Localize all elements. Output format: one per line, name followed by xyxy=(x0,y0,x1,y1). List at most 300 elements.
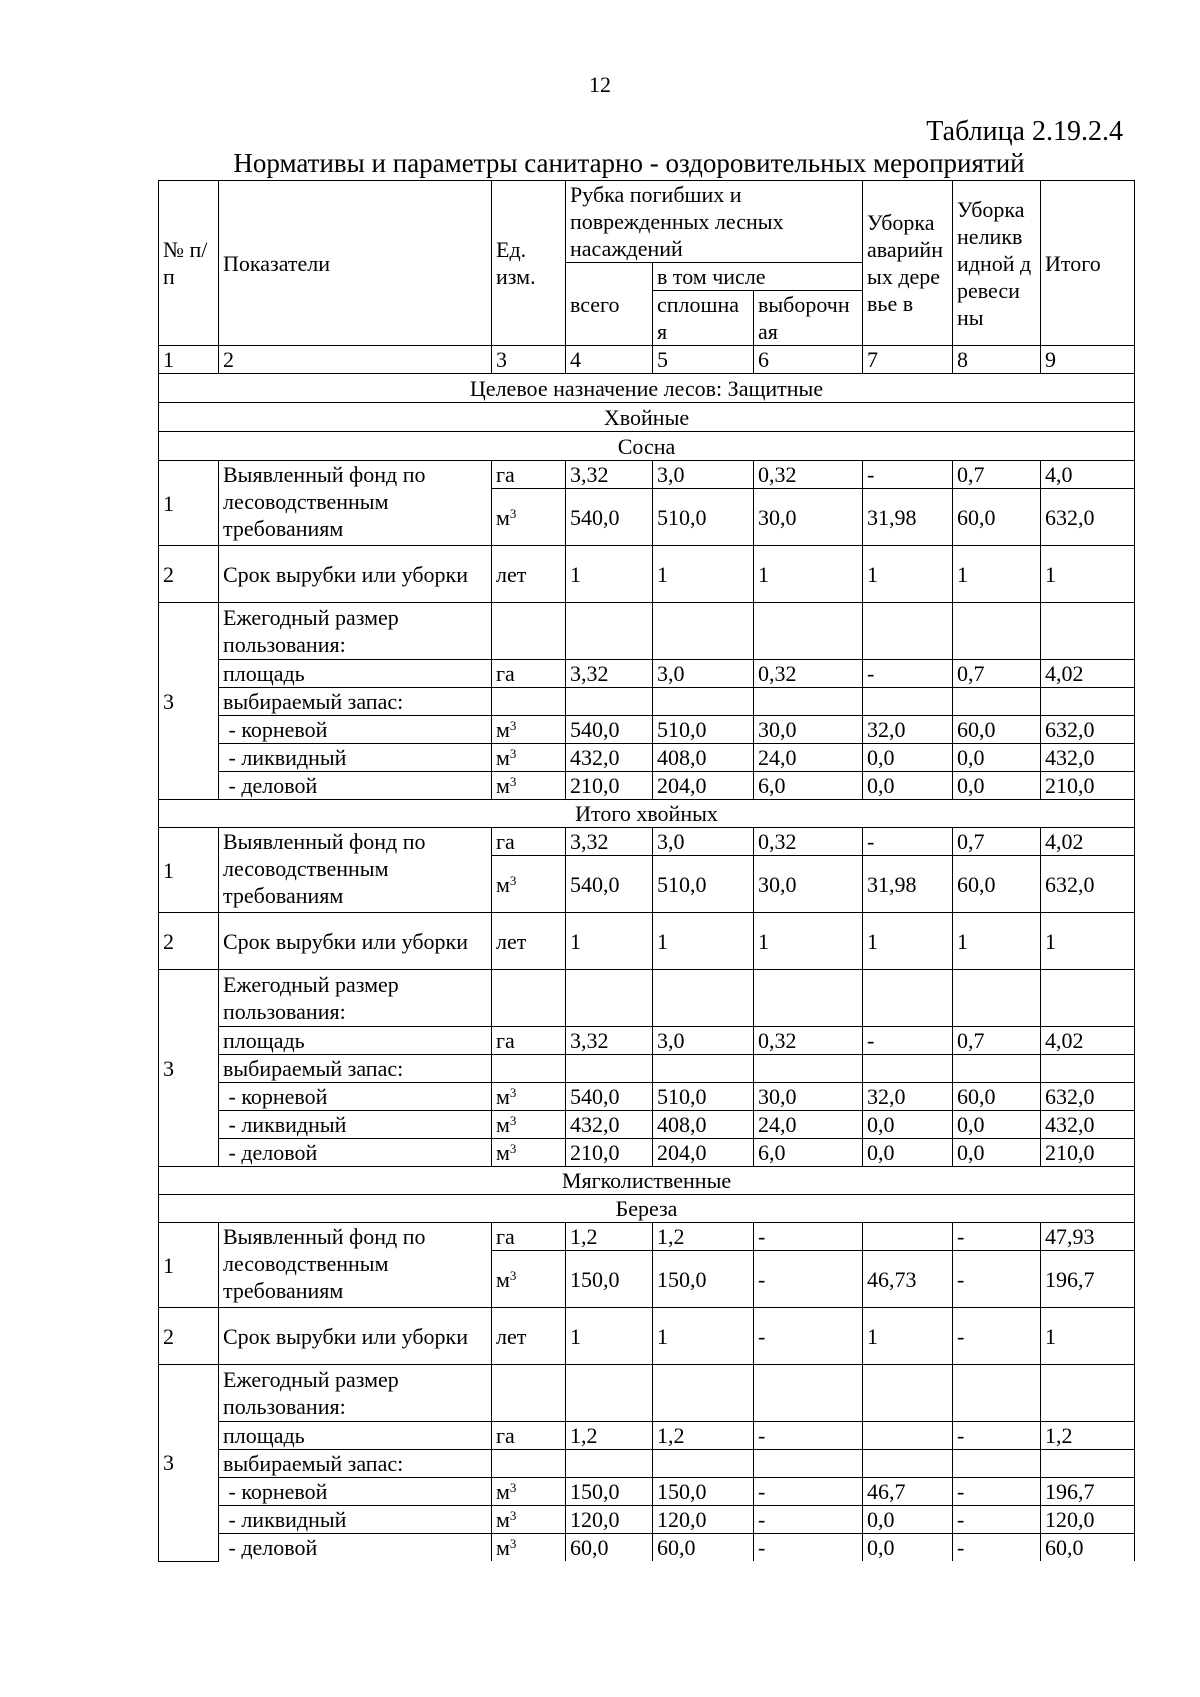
value-cell: 1 xyxy=(953,913,1041,970)
stock-row xyxy=(159,688,1135,716)
business-row xyxy=(159,1534,1135,1562)
term-row xyxy=(159,1308,1135,1365)
section-purpose-label: Целевое назначение лесов: Защитные xyxy=(159,374,1135,403)
value-cell: 31,98 xyxy=(863,856,953,913)
section-pine-label: Сосна xyxy=(159,432,1135,461)
unit-cell: га xyxy=(492,1422,566,1450)
indicator-stock: выбираемый запас: xyxy=(219,688,492,716)
header-total: Итого xyxy=(1041,181,1135,346)
value-cell: 1 xyxy=(754,546,863,603)
unit-m: м xyxy=(496,1266,510,1292)
value-cell: 32,0 xyxy=(863,716,953,744)
column-number: 3 xyxy=(492,346,566,374)
value-cell: 32,0 xyxy=(863,1083,953,1111)
value-cell: 632,0 xyxy=(1041,489,1135,546)
area-row xyxy=(159,1027,1135,1055)
value-cell: 196,7 xyxy=(1041,1478,1135,1506)
value-cell: 432,0 xyxy=(566,744,653,772)
indicator-found: Выявленный фонд по лесоводственным требованиям xyxy=(219,828,492,913)
empty-cell xyxy=(492,1365,566,1422)
column-number: 9 xyxy=(1041,346,1135,374)
empty-cell xyxy=(1041,970,1135,1027)
header-felling: Рубка погибших и поврежденных лесных насаждений xyxy=(566,181,863,263)
value-cell: 31,98 xyxy=(863,489,953,546)
value-cell: 0,0 xyxy=(863,744,953,772)
header-total-felling: всего xyxy=(566,263,653,346)
empty-cell xyxy=(492,970,566,1027)
area-row xyxy=(159,660,1135,688)
empty-cell xyxy=(953,970,1041,1027)
section-total-conifers-label: Итого хвойных xyxy=(159,800,1135,828)
indicator-annual: Ежегодный размер пользования: xyxy=(219,1365,492,1422)
empty-cell xyxy=(492,1450,566,1478)
value-cell: 0,0 xyxy=(863,1111,953,1139)
term-row xyxy=(159,546,1135,603)
unit-m: м xyxy=(496,1084,510,1109)
value-cell: 1 xyxy=(566,913,653,970)
value-cell: 6,0 xyxy=(754,772,863,800)
value-cell: 0,7 xyxy=(953,461,1041,489)
row-number: 3 xyxy=(159,1365,219,1562)
unit-m: м xyxy=(496,504,510,530)
header-indicator: Показатели xyxy=(219,181,492,346)
value-cell: 3,32 xyxy=(566,1027,653,1055)
row-number: 2 xyxy=(159,546,219,603)
empty-cell xyxy=(863,688,953,716)
unit-exponent: 3 xyxy=(509,1085,517,1100)
value-cell: - xyxy=(953,1251,1041,1308)
value-cell: 4,02 xyxy=(1041,660,1135,688)
indicator-found: Выявленный фонд по лесоводственным требованиям xyxy=(219,1223,492,1308)
value-cell: 30,0 xyxy=(754,1083,863,1111)
business-row xyxy=(159,1139,1135,1167)
empty-cell xyxy=(492,1055,566,1083)
value-cell: - xyxy=(953,1422,1041,1450)
header-including: в том числе xyxy=(653,263,863,291)
root-row xyxy=(159,1478,1135,1506)
unit-m: м xyxy=(496,1535,510,1560)
area-row xyxy=(159,1422,1135,1450)
value-cell: - xyxy=(863,1027,953,1055)
header-row-1 xyxy=(159,181,1135,263)
section-softwood xyxy=(159,1167,1135,1195)
empty-cell xyxy=(754,1055,863,1083)
row-number: 1 xyxy=(159,461,219,546)
value-cell: 210,0 xyxy=(566,772,653,800)
liquid-row xyxy=(159,1506,1135,1534)
value-cell: 0,0 xyxy=(953,1139,1041,1167)
empty-cell xyxy=(566,603,653,660)
indicator-liquid: - ликвидный xyxy=(219,744,492,772)
unit-cell xyxy=(492,489,566,546)
empty-cell xyxy=(1041,603,1135,660)
row-number: 3 xyxy=(159,970,219,1167)
value-cell: - xyxy=(754,1223,863,1251)
indicator-term: Срок вырубки или уборки xyxy=(219,546,492,603)
empty-cell xyxy=(953,1450,1041,1478)
value-cell: 0,32 xyxy=(754,1027,863,1055)
empty-cell xyxy=(953,1365,1041,1422)
value-cell: - xyxy=(754,1422,863,1450)
value-cell: 3,32 xyxy=(566,461,653,489)
value-cell: 408,0 xyxy=(653,744,754,772)
value-cell: 540,0 xyxy=(566,716,653,744)
value-cell xyxy=(863,1223,953,1251)
value-cell: 0,32 xyxy=(754,828,863,856)
value-cell: 0,32 xyxy=(754,461,863,489)
column-numbers-row xyxy=(159,346,1135,374)
section-birch-label: Береза xyxy=(159,1195,1135,1223)
empty-cell xyxy=(653,970,754,1027)
section-total-conifers xyxy=(159,800,1135,828)
unit-exponent: 3 xyxy=(509,774,517,789)
value-cell: 540,0 xyxy=(566,1083,653,1111)
value-cell: 3,0 xyxy=(653,1027,754,1055)
value-cell: 1,2 xyxy=(566,1223,653,1251)
indicator-business: - деловой xyxy=(219,772,492,800)
empty-cell xyxy=(953,1055,1041,1083)
indicator-root: - корневой xyxy=(219,716,492,744)
value-cell: 4,0 xyxy=(1041,461,1135,489)
unit-cell: га xyxy=(492,828,566,856)
row-number: 2 xyxy=(159,1308,219,1365)
value-cell: 510,0 xyxy=(653,489,754,546)
value-cell: 204,0 xyxy=(653,1139,754,1167)
indicator-found: Выявленный фонд по лесоводственным требованиям xyxy=(219,461,492,546)
column-number: 5 xyxy=(653,346,754,374)
header-selective: выборочн ая xyxy=(754,291,863,346)
indicator-area: площадь xyxy=(219,660,492,688)
unit-m: м xyxy=(496,1112,510,1137)
column-number: 7 xyxy=(863,346,953,374)
column-number: 4 xyxy=(566,346,653,374)
indicator-business: - деловой xyxy=(219,1534,492,1562)
indicator-annual: Ежегодный размер пользования: xyxy=(219,603,492,660)
value-cell: 510,0 xyxy=(653,716,754,744)
unit-cell: лет xyxy=(492,546,566,603)
value-cell: 60,0 xyxy=(653,1534,754,1562)
value-cell: 60,0 xyxy=(566,1534,653,1562)
value-cell: - xyxy=(754,1478,863,1506)
unit-cell xyxy=(492,1083,566,1111)
value-cell: 0,7 xyxy=(953,828,1041,856)
value-cell: 1,2 xyxy=(653,1223,754,1251)
value-cell: - xyxy=(754,1251,863,1308)
indicator-root: - корневой xyxy=(219,1478,492,1506)
empty-cell xyxy=(492,603,566,660)
empty-cell xyxy=(754,688,863,716)
header-num: № п/п xyxy=(159,181,219,346)
row-number: 1 xyxy=(159,1223,219,1308)
empty-cell xyxy=(653,1055,754,1083)
root-row xyxy=(159,1083,1135,1111)
value-cell: 1 xyxy=(566,546,653,603)
unit-exponent: 3 xyxy=(509,1267,517,1283)
indicator-term: Срок вырубки или уборки xyxy=(219,913,492,970)
empty-cell xyxy=(754,970,863,1027)
unit-m: м xyxy=(496,717,510,742)
value-cell: 210,0 xyxy=(566,1139,653,1167)
annual-row xyxy=(159,603,1135,660)
liquid-row xyxy=(159,744,1135,772)
value-cell: 1 xyxy=(1041,546,1135,603)
unit-exponent: 3 xyxy=(509,1141,517,1156)
unit-cell: га xyxy=(492,1027,566,1055)
term-row xyxy=(159,913,1135,970)
value-cell: 60,0 xyxy=(953,716,1041,744)
value-cell: 3,32 xyxy=(566,828,653,856)
row-number: 2 xyxy=(159,913,219,970)
empty-cell xyxy=(1041,688,1135,716)
indicator-annual: Ежегодный размер пользования: xyxy=(219,970,492,1027)
value-cell: 3,0 xyxy=(653,660,754,688)
unit-exponent: 3 xyxy=(509,746,517,761)
indicator-term: Срок вырубки или уборки xyxy=(219,1308,492,1365)
unit-cell xyxy=(492,744,566,772)
unit-exponent: 3 xyxy=(509,1113,517,1128)
found-row-ha xyxy=(159,461,1135,489)
unit-m: м xyxy=(496,773,510,798)
value-cell: 632,0 xyxy=(1041,856,1135,913)
value-cell: 632,0 xyxy=(1041,1083,1135,1111)
value-cell: 4,02 xyxy=(1041,1027,1135,1055)
column-number: 1 xyxy=(159,346,219,374)
value-cell: - xyxy=(754,1308,863,1365)
value-cell: 1 xyxy=(653,546,754,603)
unit-cell: га xyxy=(492,461,566,489)
unit-cell xyxy=(492,1139,566,1167)
value-cell: 1 xyxy=(1041,1308,1135,1365)
header-illiquid: Уборка неликв идной древеси ны xyxy=(953,181,1041,346)
indicator-area: площадь xyxy=(219,1027,492,1055)
page-number: 12 xyxy=(589,72,611,97)
unit-m: м xyxy=(496,1140,510,1165)
found-row-ha xyxy=(159,1223,1135,1251)
header-unit: Ед. изм. xyxy=(492,181,566,346)
value-cell: 60,0 xyxy=(953,856,1041,913)
header-clear: сплошна я xyxy=(653,291,754,346)
row-number: 1 xyxy=(159,828,219,913)
value-cell: 1 xyxy=(863,1308,953,1365)
value-cell: - xyxy=(953,1478,1041,1506)
annual-row xyxy=(159,1365,1135,1422)
indicator-area: площадь xyxy=(219,1422,492,1450)
value-cell: 510,0 xyxy=(653,1083,754,1111)
stock-row xyxy=(159,1055,1135,1083)
unit-cell xyxy=(492,1478,566,1506)
value-cell: 540,0 xyxy=(566,489,653,546)
empty-cell xyxy=(754,1450,863,1478)
value-cell: 408,0 xyxy=(653,1111,754,1139)
value-cell xyxy=(863,1422,953,1450)
value-cell: 150,0 xyxy=(653,1478,754,1506)
value-cell: 46,7 xyxy=(863,1478,953,1506)
value-cell: 120,0 xyxy=(566,1506,653,1534)
unit-cell: лет xyxy=(492,1308,566,1365)
value-cell: 1 xyxy=(653,1308,754,1365)
value-cell: 30,0 xyxy=(754,489,863,546)
unit-exponent: 3 xyxy=(509,1508,517,1523)
value-cell: - xyxy=(953,1506,1041,1534)
value-cell: 60,0 xyxy=(953,489,1041,546)
value-cell: 120,0 xyxy=(653,1506,754,1534)
unit-cell xyxy=(492,1111,566,1139)
unit-m: м xyxy=(496,1479,510,1504)
indicator-root: - корневой xyxy=(219,1083,492,1111)
indicator-liquid: - ликвидный xyxy=(219,1506,492,1534)
empty-cell xyxy=(653,603,754,660)
value-cell: 4,02 xyxy=(1041,828,1135,856)
empty-cell xyxy=(566,1450,653,1478)
indicator-stock: выбираемый запас: xyxy=(219,1450,492,1478)
indicator-business: - деловой xyxy=(219,1139,492,1167)
value-cell: 1 xyxy=(566,1308,653,1365)
empty-cell xyxy=(566,1055,653,1083)
value-cell: 120,0 xyxy=(1041,1506,1135,1534)
value-cell: 196,7 xyxy=(1041,1251,1135,1308)
column-number: 6 xyxy=(754,346,863,374)
value-cell: 210,0 xyxy=(1041,1139,1135,1167)
unit-m: м xyxy=(496,745,510,770)
unit-exponent: 3 xyxy=(509,1480,517,1495)
liquid-row xyxy=(159,1111,1135,1139)
value-cell: 210,0 xyxy=(1041,772,1135,800)
value-cell: 0,0 xyxy=(953,744,1041,772)
value-cell: 150,0 xyxy=(653,1251,754,1308)
value-cell: 0,7 xyxy=(953,660,1041,688)
unit-cell xyxy=(492,1506,566,1534)
value-cell: 1 xyxy=(1041,913,1135,970)
column-number: 8 xyxy=(953,346,1041,374)
section-softwood-label: Мягколиственные xyxy=(159,1167,1135,1195)
empty-cell xyxy=(863,970,953,1027)
value-cell: 1 xyxy=(953,546,1041,603)
value-cell: 632,0 xyxy=(1041,716,1135,744)
value-cell: 3,32 xyxy=(566,660,653,688)
value-cell: - xyxy=(754,1506,863,1534)
unit-exponent: 3 xyxy=(509,1536,517,1551)
value-cell: - xyxy=(863,660,953,688)
unit-cell xyxy=(492,1251,566,1308)
value-cell: 60,0 xyxy=(953,1083,1041,1111)
empty-cell xyxy=(754,603,863,660)
business-row xyxy=(159,772,1135,800)
unit-exponent: 3 xyxy=(509,718,517,733)
indicator-stock: выбираемый запас: xyxy=(219,1055,492,1083)
section-birch xyxy=(159,1195,1135,1223)
empty-cell xyxy=(863,1365,953,1422)
section-conifers-label: Хвойные xyxy=(159,403,1135,432)
value-cell: - xyxy=(953,1223,1041,1251)
header-emergency: Уборка аварийн ых деревье в xyxy=(863,181,953,346)
value-cell: 60,0 xyxy=(1041,1534,1135,1562)
value-cell: 0,0 xyxy=(953,772,1041,800)
value-cell: - xyxy=(754,1534,863,1562)
indicator-liquid: - ликвидный xyxy=(219,1111,492,1139)
empty-cell xyxy=(566,970,653,1027)
value-cell: 510,0 xyxy=(653,856,754,913)
value-cell: 150,0 xyxy=(566,1251,653,1308)
value-cell: - xyxy=(863,461,953,489)
value-cell: 0,0 xyxy=(953,1111,1041,1139)
column-number: 2 xyxy=(219,346,492,374)
stock-row xyxy=(159,1450,1135,1478)
value-cell: 1,2 xyxy=(653,1422,754,1450)
value-cell: 1,2 xyxy=(566,1422,653,1450)
value-cell: 1 xyxy=(653,913,754,970)
value-cell: - xyxy=(953,1534,1041,1562)
value-cell: 204,0 xyxy=(653,772,754,800)
unit-cell: га xyxy=(492,660,566,688)
section-pine xyxy=(159,432,1135,461)
section-conifers xyxy=(159,403,1135,432)
value-cell: 432,0 xyxy=(1041,1111,1135,1139)
unit-cell xyxy=(492,716,566,744)
empty-cell xyxy=(566,688,653,716)
unit-cell xyxy=(492,856,566,913)
value-cell: 46,73 xyxy=(863,1251,953,1308)
value-cell: 30,0 xyxy=(754,716,863,744)
value-cell: 24,0 xyxy=(754,1111,863,1139)
unit-cell xyxy=(492,1534,566,1562)
annual-row xyxy=(159,970,1135,1027)
value-cell: 1 xyxy=(863,546,953,603)
empty-cell xyxy=(1041,1450,1135,1478)
empty-cell xyxy=(754,1365,863,1422)
value-cell: 3,0 xyxy=(653,828,754,856)
found-row-ha xyxy=(159,828,1135,856)
empty-cell xyxy=(1041,1055,1135,1083)
unit-exponent: 3 xyxy=(509,872,517,888)
value-cell: 1,2 xyxy=(1041,1422,1135,1450)
value-cell: - xyxy=(863,828,953,856)
unit-cell: га xyxy=(492,1223,566,1251)
value-cell: 150,0 xyxy=(566,1478,653,1506)
empty-cell xyxy=(653,1365,754,1422)
row-number: 3 xyxy=(159,603,219,800)
value-cell: 0,0 xyxy=(863,1506,953,1534)
empty-cell xyxy=(1041,1365,1135,1422)
empty-cell xyxy=(653,1450,754,1478)
section-purpose xyxy=(159,374,1135,403)
empty-cell xyxy=(863,1450,953,1478)
value-cell: 432,0 xyxy=(566,1111,653,1139)
value-cell: 0,32 xyxy=(754,660,863,688)
table-number: Таблица 2.19.2.4 xyxy=(926,116,1123,147)
root-row xyxy=(159,716,1135,744)
empty-cell xyxy=(566,1365,653,1422)
empty-cell xyxy=(863,1055,953,1083)
empty-cell xyxy=(492,688,566,716)
unit-m: м xyxy=(496,1507,510,1532)
unit-m: м xyxy=(496,871,510,897)
unit-cell: лет xyxy=(492,913,566,970)
table-title: Нормативы и параметры санитарно - оздоровительных мероприятий xyxy=(233,148,1025,178)
value-cell: 540,0 xyxy=(566,856,653,913)
value-cell: 0,0 xyxy=(863,772,953,800)
value-cell: - xyxy=(953,1308,1041,1365)
sanitary-measures-table xyxy=(158,180,1135,1562)
value-cell: 6,0 xyxy=(754,1139,863,1167)
value-cell: 1 xyxy=(754,913,863,970)
value-cell: 30,0 xyxy=(754,856,863,913)
empty-cell xyxy=(863,603,953,660)
value-cell: 47,93 xyxy=(1041,1223,1135,1251)
value-cell: 1 xyxy=(863,913,953,970)
value-cell: 0,7 xyxy=(953,1027,1041,1055)
value-cell: 24,0 xyxy=(754,744,863,772)
empty-cell xyxy=(953,603,1041,660)
